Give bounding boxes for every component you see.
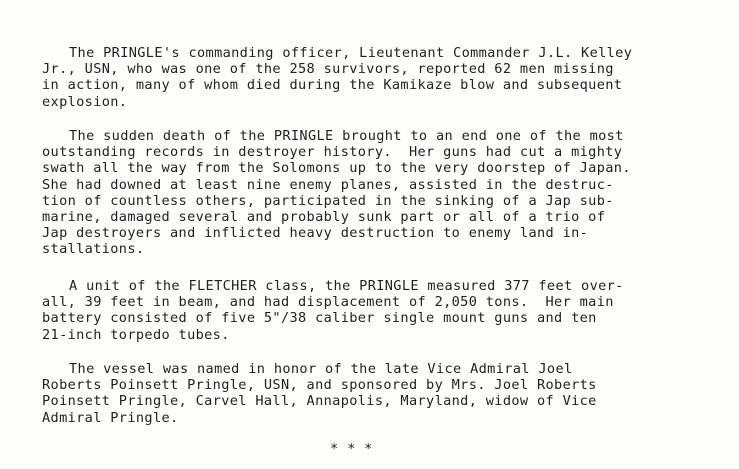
text-line: Poinsett Pringle, Carvel Hall, Annapolis, Maryland, widow of Vice — [42, 393, 597, 410]
paragraph-destroyer-record — [42, 128, 722, 258]
paragraph-commanding-officer — [42, 45, 722, 110]
text-line: explosion. — [42, 93, 128, 110]
text-line: She had downed at least nine enemy planes, assisted in the destruc- — [42, 176, 614, 193]
text-line: stallations. — [42, 241, 145, 258]
text-line: The PRINGLE's commanding officer, Lieutenant Commander J.L. Kelley — [69, 45, 633, 61]
text-line: 21-inch torpedo tubes. — [42, 326, 230, 343]
paragraph-ship-naming — [42, 361, 722, 426]
text-line: all, 39 feet in beam, and had displacement of 2,050 tons. Her main — [42, 294, 614, 311]
text-line: The sudden death of the PRINGLE brought to an end one of the most — [69, 128, 624, 144]
section-end-asterisks: * * * — [330, 441, 373, 457]
text-line: Jr., USN, who was one of the 258 survivors, reported 62 men missing — [42, 61, 614, 78]
text-line: Admiral Pringle. — [42, 409, 179, 426]
text-line: outstanding records in destroyer history. Her guns had cut a mighty — [42, 144, 623, 161]
text-line: marine, damaged several and probably sunk part or all of a trio of — [42, 209, 606, 226]
text-line: The vessel was named in honor of the late Vice Admiral Joel — [69, 361, 573, 377]
text-line: Roberts Poinsett Pringle, USN, and sponsored by Mrs. Joel Roberts — [42, 377, 597, 394]
text-line: swath all the way from the Solomons up to the very doorstep of Japan. — [42, 160, 631, 177]
text-line: A unit of the FLETCHER class, the PRINGLE measured 377 feet over- — [69, 278, 624, 294]
text-line: battery consisted of five 5"/38 caliber single mount guns and ten — [42, 310, 597, 327]
paragraph-ship-specifications — [42, 278, 722, 343]
text-line: tion of countless others, participated in the sinking of a Jap sub- — [42, 192, 614, 209]
text-line: in action, many of whom died during the Kamikaze blow and subsequent — [42, 77, 623, 94]
text-line: Jap destroyers and inflicted heavy destruction to enemy land in- — [42, 225, 589, 242]
